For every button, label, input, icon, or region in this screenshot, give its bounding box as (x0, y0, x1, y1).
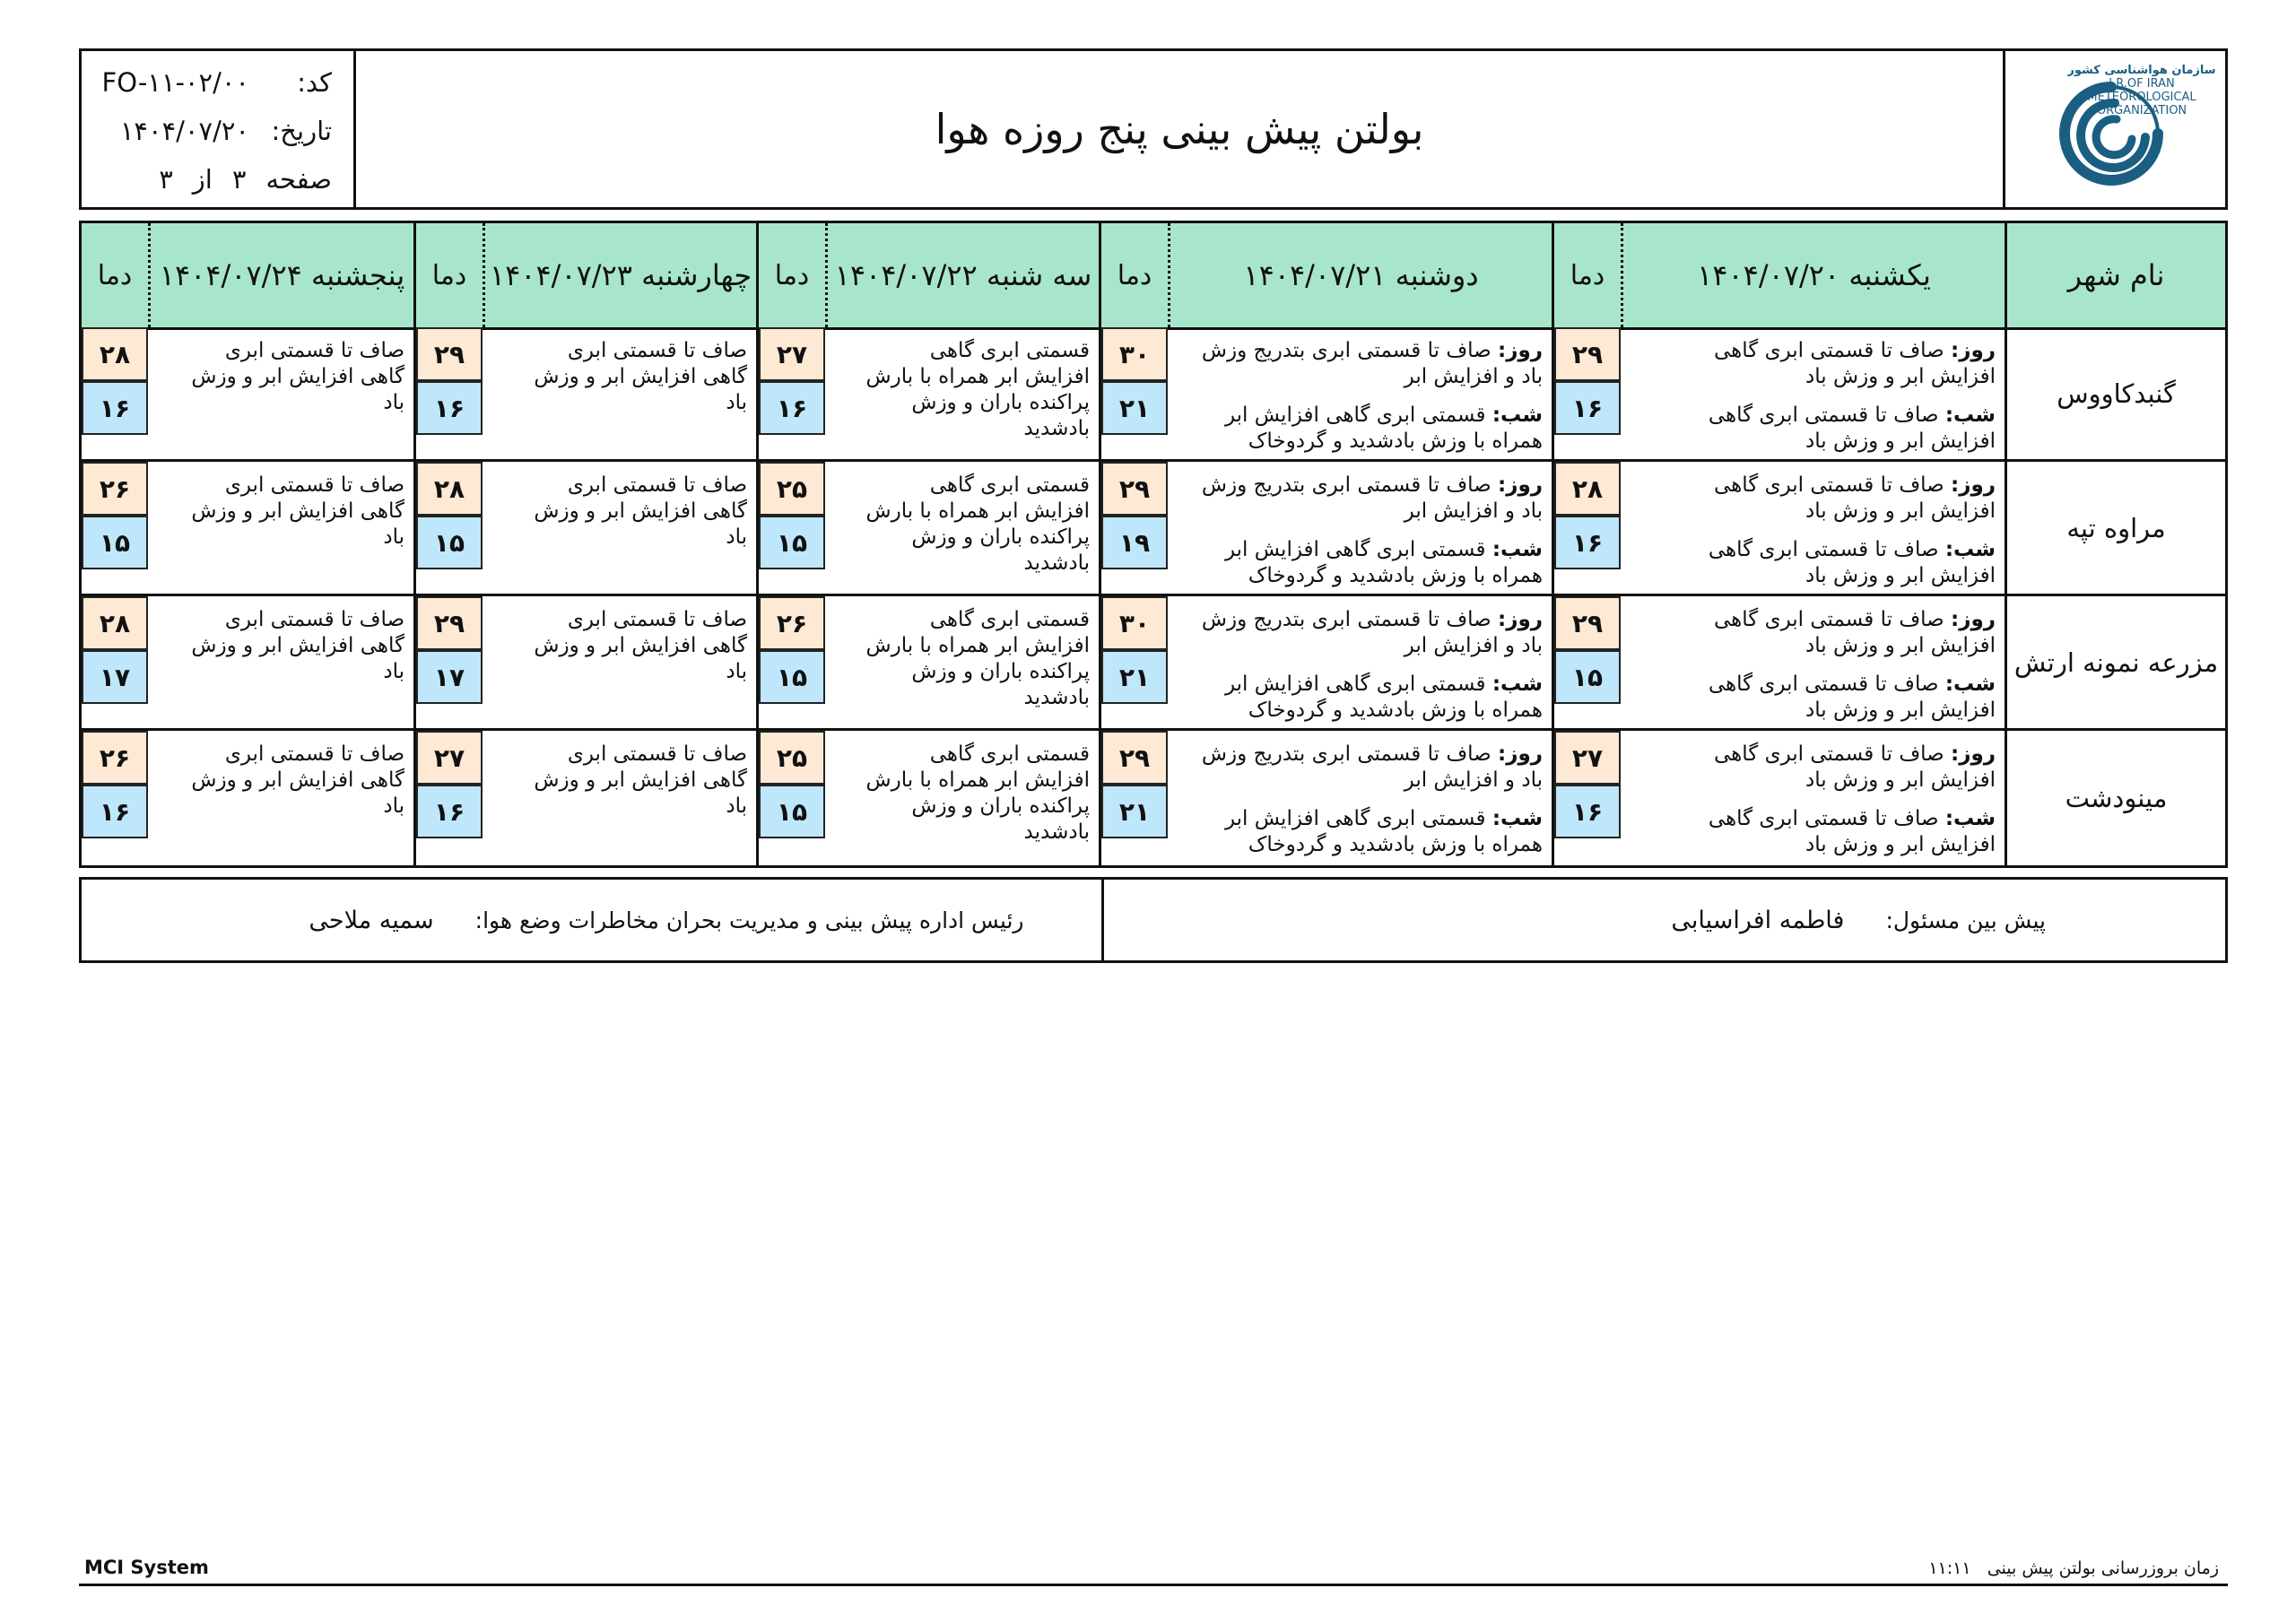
day-header-4 (413, 223, 756, 327)
min-temperature: ۱۵ (1554, 650, 1621, 704)
day-header-1 (1552, 223, 2005, 327)
logo-english-line-1: I.R.OF IRAN (2109, 77, 2175, 91)
night-forecast (1202, 403, 1543, 455)
forecast-cell (82, 462, 413, 594)
forecast-cell (82, 327, 413, 459)
forecast-cell (1099, 327, 1552, 459)
signature-box (79, 877, 2228, 963)
min-temperature: ۱۵ (416, 516, 483, 569)
max-temperature: ۲۹ (1101, 731, 1168, 785)
day-forecast (1709, 473, 1996, 525)
date-label: تاریخ: (271, 116, 332, 146)
document-meta (82, 51, 356, 207)
max-temperature: ۲۵ (759, 462, 825, 516)
max-temperature: ۲۷ (416, 731, 483, 785)
page-title: بولتن پیش بینی پنج روزه هوا (935, 105, 1424, 153)
night-forecast-text: قسمتی ابری گاهی افزایش ابر همراه با وزش بادشدید و گردوخاک (1224, 807, 1543, 856)
min-temperature: ۱۵ (82, 516, 148, 569)
forecast-cell (1099, 731, 1552, 865)
forecast-text: قسمتی ابری گاهی افزایش ابر همراه با بارش پراکنده باران و وزش بادشدید (865, 473, 1090, 575)
forecast-description (534, 473, 747, 551)
day-forecast-label: روز: (1951, 473, 1996, 497)
forecast-cell (413, 327, 756, 459)
night-forecast (1709, 537, 1996, 589)
forecast-text: قسمتی ابری گاهی افزایش ابر همراه با بارش پراکنده باران و وزش بادشدید (865, 339, 1090, 440)
max-temperature: ۲۸ (82, 327, 148, 381)
min-temperature: ۱۶ (1554, 381, 1621, 435)
night-forecast-text: قسمتی ابری گاهی افزایش ابر همراه با وزش بادشدید و گردوخاک (1224, 673, 1543, 722)
max-temperature: ۲۵ (759, 731, 825, 785)
code-value: FO-۱۱-۰۲/۰۰ (101, 67, 249, 98)
night-forecast-label: شب: (1492, 807, 1543, 830)
max-temperature: ۲۸ (1554, 462, 1621, 516)
night-forecast (1709, 806, 1996, 858)
temp-column-header: دما (1554, 223, 1623, 327)
logo-cell (2003, 51, 2225, 207)
forecast-text: صاف تا قسمتی ابری گاهی افزایش ابر و وزش باد (534, 339, 747, 414)
forecast-cell (82, 731, 413, 865)
page-of: از (192, 164, 213, 195)
min-temperature: ۱۷ (416, 650, 483, 704)
max-temperature: ۲۶ (82, 731, 148, 785)
night-forecast-text: صاف تا قسمتی ابری گاهی افزایش ابر و وزش باد (1708, 404, 1996, 453)
night-forecast (1709, 672, 1996, 724)
max-temperature: ۲۶ (82, 462, 148, 516)
forecast-text: صاف تا قسمتی ابری گاهی افزایش ابر و وزش باد (191, 742, 404, 818)
day-forecast (1709, 742, 1996, 794)
city-column-header: نام شهر (2005, 223, 2225, 327)
night-forecast-label: شب: (1944, 807, 1996, 830)
update-label: زمان بروزرسانی بولتن پیش بینی (1987, 1558, 2219, 1578)
day-forecast (1202, 338, 1543, 390)
forecast-cell (756, 596, 1099, 728)
table-row (82, 327, 2225, 462)
forecast-description (866, 338, 1090, 442)
night-forecast-label: شب: (1944, 673, 1996, 696)
forecaster-name: فاطمه افراسیابی (1671, 906, 1845, 934)
head-label: رئیس اداره پیش بینی و مدیریت بحران مخاطرات وضع هوا: (474, 907, 1024, 933)
min-temperature: ۱۶ (1554, 516, 1621, 569)
forecast-cell (413, 462, 756, 594)
logo-text (2052, 64, 2231, 117)
date-row (120, 116, 332, 146)
forecast-description (866, 742, 1090, 846)
bulletin-header (79, 48, 2228, 210)
forecast-description (1709, 338, 1996, 455)
min-temperature: ۱۶ (1554, 785, 1621, 838)
forecast-text: صاف تا قسمتی ابری گاهی افزایش ابر و وزش باد (191, 339, 404, 414)
forecast-description (191, 338, 404, 416)
forecast-description (534, 338, 747, 416)
temp-column-header: دما (416, 223, 485, 327)
max-temperature: ۲۹ (1554, 327, 1621, 381)
footer-divider (79, 1584, 2228, 1586)
max-temperature: ۲۹ (416, 327, 483, 381)
min-temperature: ۱۵ (759, 516, 825, 569)
day-forecast-text: صاف تا قسمتی ابری بتدریج وزش باد و افزایش ابر (1201, 742, 1543, 792)
night-forecast (1709, 403, 1996, 455)
table-header-row (82, 223, 2225, 330)
max-temperature: ۲۹ (416, 596, 483, 650)
update-time (1928, 1558, 2219, 1578)
forecast-text: قسمتی ابری گاهی افزایش ابر همراه با بارش پراکنده باران و وزش بادشدید (865, 608, 1090, 709)
day-forecast-text: صاف تا قسمتی ابری بتدریج وزش باد و افزایش ابر (1201, 608, 1543, 657)
forecast-text: صاف تا قسمتی ابری گاهی افزایش ابر و وزش باد (534, 742, 747, 818)
forecast-description (1709, 607, 1996, 724)
min-temperature: ۱۶ (416, 785, 483, 838)
max-temperature: ۲۷ (1554, 731, 1621, 785)
day-name: چهارشنبه ۱۴۰۴/۰۷/۲۳ (489, 258, 752, 292)
forecaster-label: پیش بین مسئول: (1885, 907, 2046, 933)
page-row (159, 164, 332, 195)
forecast-text: صاف تا قسمتی ابری گاهی افزایش ابر و وزش باد (534, 473, 747, 549)
day-forecast-label: روز: (1951, 339, 1996, 362)
night-forecast-label: شب: (1492, 538, 1543, 561)
forecast-description (191, 607, 404, 685)
night-forecast-label: شب: (1944, 404, 1996, 427)
day-forecast-label: روز: (1498, 608, 1543, 631)
day-forecast (1202, 742, 1543, 794)
min-temperature: ۱۵ (759, 785, 825, 838)
day-forecast (1202, 607, 1543, 659)
temp-column-header: دما (82, 223, 151, 327)
night-forecast-text: قسمتی ابری گاهی افزایش ابر همراه با وزش بادشدید و گردوخاک (1224, 404, 1543, 453)
page-total: ۳ (159, 164, 173, 195)
day-header-3 (756, 223, 1099, 327)
day-header-5 (82, 223, 413, 327)
forecast-cell (756, 462, 1099, 594)
table-row (82, 596, 2225, 731)
forecast-description (1202, 338, 1543, 455)
logo-english-line-3: ORGANIZATION (2096, 104, 2187, 117)
max-temperature: ۲۷ (759, 327, 825, 381)
day-header-2 (1099, 223, 1552, 327)
head-section (82, 880, 1101, 960)
forecast-cell (1099, 462, 1552, 594)
date-value: ۱۴۰۴/۰۷/۲۰ (119, 116, 249, 146)
day-forecast-text: صاف تا قسمتی ابری گاهی افزایش ابر و وزش باد (1714, 473, 1996, 523)
min-temperature: ۱۶ (82, 381, 148, 435)
city-name: مراوه تپه (2005, 462, 2225, 594)
forecast-text: صاف تا قسمتی ابری گاهی افزایش ابر و وزش باد (191, 473, 404, 549)
temp-column-header: دما (759, 223, 828, 327)
day-name: دوشنبه ۱۴۰۴/۰۷/۲۱ (1243, 258, 1479, 292)
city-name: گنبدکاووس (2005, 327, 2225, 459)
min-temperature: ۱۶ (759, 381, 825, 435)
day-name: یکشنبه ۱۴۰۴/۰۷/۲۰ (1697, 258, 1931, 292)
max-temperature: ۳۰ (1101, 596, 1168, 650)
min-temperature: ۱۵ (759, 650, 825, 704)
max-temperature: ۲۸ (416, 462, 483, 516)
forecast-description (866, 607, 1090, 711)
day-forecast-label: روز: (1951, 742, 1996, 766)
city-name: مزرعه نمونه ارتش (2005, 596, 2225, 728)
night-forecast (1202, 672, 1543, 724)
forecast-description (866, 473, 1090, 577)
day-forecast-text: صاف تا قسمتی ابری بتدریج وزش باد و افزایش ابر (1201, 339, 1543, 388)
night-forecast-label: شب: (1492, 404, 1543, 427)
forecast-cell (756, 327, 1099, 459)
night-forecast-text: صاف تا قسمتی ابری گاهی افزایش ابر و وزش باد (1708, 538, 1996, 587)
day-forecast-text: صاف تا قسمتی ابری گاهی افزایش ابر و وزش باد (1714, 608, 1996, 657)
logo-english-line-2: METEOROLOGICAL (2087, 91, 2196, 104)
page-current: ۳ (231, 164, 247, 195)
day-name: پنجشنبه ۱۴۰۴/۰۷/۲۴ (159, 258, 405, 292)
temp-column-header: دما (1101, 223, 1170, 327)
forecast-description (1202, 473, 1543, 589)
max-temperature: ۲۹ (1554, 596, 1621, 650)
night-forecast (1202, 537, 1543, 589)
forecast-text: قسمتی ابری گاهی افزایش ابر همراه با بارش پراکنده باران و وزش بادشدید (865, 742, 1090, 844)
code-label: کد: (297, 67, 332, 98)
system-name: MCI System (84, 1557, 209, 1578)
forecaster-section (1101, 880, 2226, 960)
forecast-cell (756, 731, 1099, 865)
forecast-table (79, 221, 2228, 868)
day-forecast (1709, 338, 1996, 390)
min-temperature: ۱۷ (82, 650, 148, 704)
forecast-description (1709, 742, 1996, 858)
head-name: سمیه ملاحی (309, 906, 434, 934)
day-forecast-text: صاف تا قسمتی ابری گاهی افزایش ابر و وزش باد (1714, 339, 1996, 388)
forecast-cell (413, 731, 756, 865)
forecast-description (191, 742, 404, 820)
night-forecast-text: صاف تا قسمتی ابری گاهی افزایش ابر و وزش باد (1708, 807, 1996, 856)
min-temperature: ۲۱ (1101, 785, 1168, 838)
day-name: سه شنبه ۱۴۰۴/۰۷/۲۲ (834, 258, 1092, 292)
min-temperature: ۲۱ (1101, 381, 1168, 435)
day-forecast-label: روز: (1498, 473, 1543, 497)
forecast-cell (1552, 596, 2005, 728)
logo-persian-name: سازمان هواشناسی کشور (2067, 64, 2216, 77)
title-cell (356, 51, 2003, 207)
forecast-description (1202, 742, 1543, 858)
min-temperature: ۱۶ (82, 785, 148, 838)
day-forecast-label: روز: (1498, 339, 1543, 362)
city-name: مینودشت (2005, 731, 2225, 865)
night-forecast (1202, 806, 1543, 858)
forecast-cell (1552, 327, 2005, 459)
table-row (82, 462, 2225, 596)
forecast-cell (1552, 731, 2005, 865)
day-forecast-text: صاف تا قسمتی ابری گاهی افزایش ابر و وزش باد (1714, 742, 1996, 792)
day-forecast-label: روز: (1951, 608, 1996, 631)
forecast-cell (1552, 462, 2005, 594)
night-forecast-text: قسمتی ابری گاهی افزایش ابر همراه با وزش بادشدید و گردوخاک (1224, 538, 1543, 587)
forecast-description (191, 473, 404, 551)
code-row (102, 67, 332, 98)
forecast-description (1709, 473, 1996, 589)
update-time-value: ۱۱:۱۱ (1928, 1558, 1971, 1578)
day-forecast (1709, 607, 1996, 659)
min-temperature: ۱۹ (1101, 516, 1168, 569)
forecast-text: صاف تا قسمتی ابری گاهی افزایش ابر و وزش باد (534, 608, 747, 683)
max-temperature: ۲۹ (1101, 462, 1168, 516)
night-forecast-text: صاف تا قسمتی ابری گاهی افزایش ابر و وزش باد (1708, 673, 1996, 722)
day-forecast-text: صاف تا قسمتی ابری بتدریج وزش باد و افزایش ابر (1201, 473, 1543, 523)
min-temperature: ۱۶ (416, 381, 483, 435)
night-forecast-label: شب: (1944, 538, 1996, 561)
max-temperature: ۲۸ (82, 596, 148, 650)
forecast-cell (413, 596, 756, 728)
day-forecast (1202, 473, 1543, 525)
day-forecast-label: روز: (1498, 742, 1543, 766)
max-temperature: ۳۰ (1101, 327, 1168, 381)
table-row (82, 731, 2225, 865)
forecast-description (534, 742, 747, 820)
forecast-description (534, 607, 747, 685)
page-label: صفحه (265, 164, 332, 195)
forecast-cell (82, 596, 413, 728)
min-temperature: ۲۱ (1101, 650, 1168, 704)
forecast-text: صاف تا قسمتی ابری گاهی افزایش ابر و وزش باد (191, 608, 404, 683)
night-forecast-label: شب: (1492, 673, 1543, 696)
forecast-description (1202, 607, 1543, 724)
forecast-cell (1099, 596, 1552, 728)
max-temperature: ۲۶ (759, 596, 825, 650)
